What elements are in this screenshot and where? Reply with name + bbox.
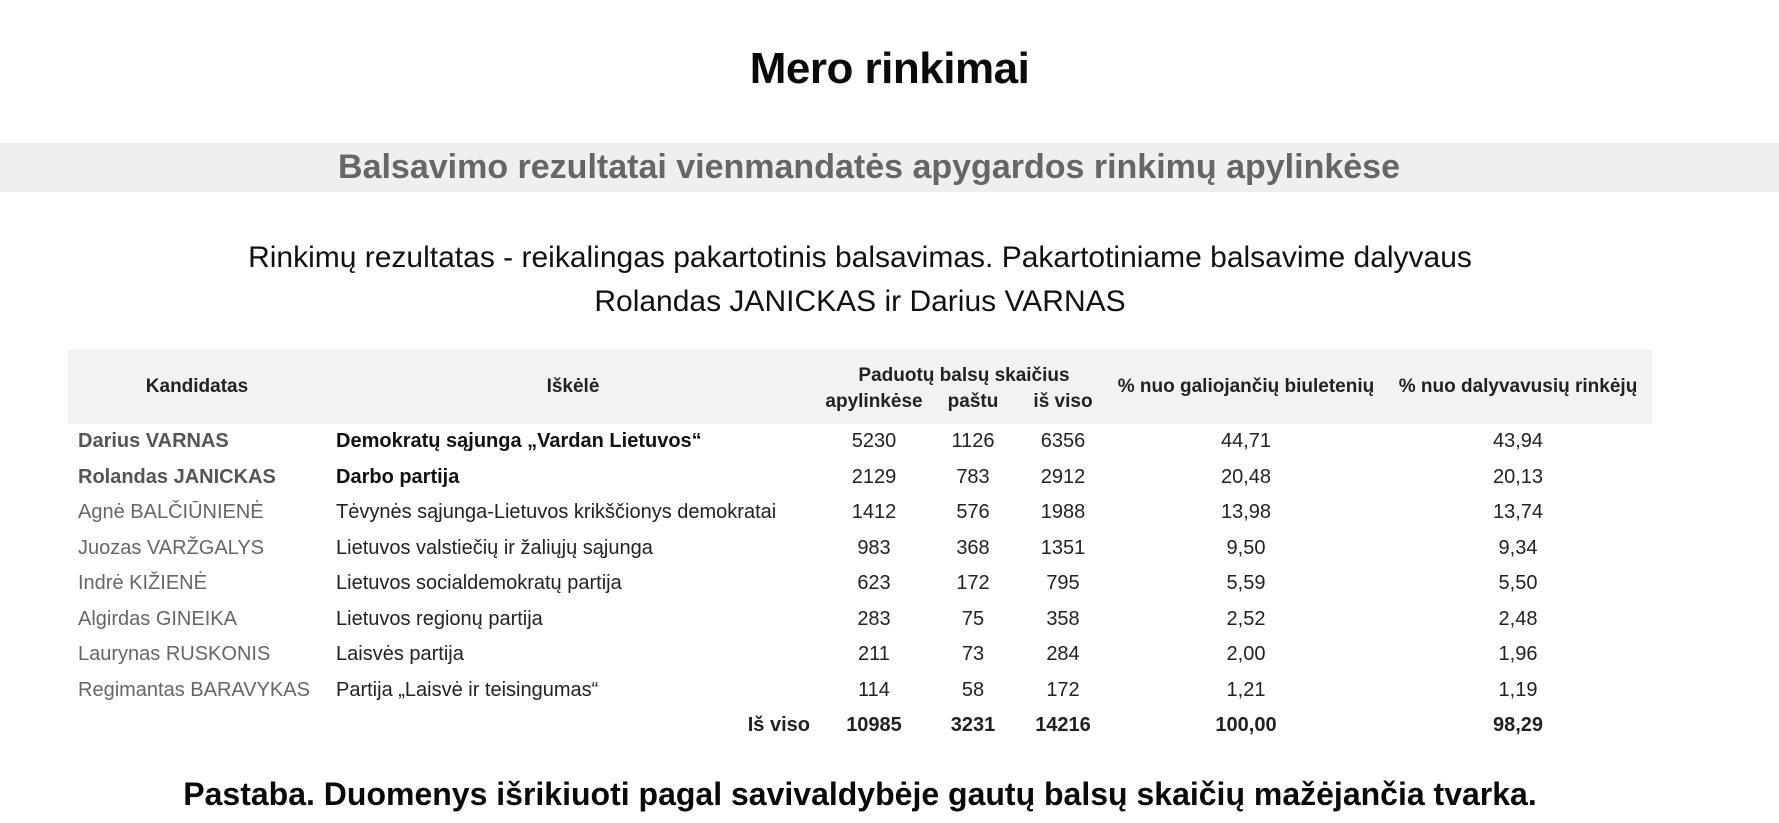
party-name: Lietuvos regionų partija: [336, 607, 543, 630]
results-table: [68, 349, 1652, 744]
election-result-text: [0, 236, 1720, 324]
votes-districts: 211: [858, 643, 890, 666]
votes-total: 358: [1046, 607, 1080, 630]
party-name: Lietuvos valstiečių ir žaliųjų sąjunga: [336, 536, 653, 559]
table-row: [68, 637, 1652, 673]
pct-voters: 43,94: [1492, 430, 1544, 453]
totals-empty-cell: [68, 708, 326, 744]
pct-voters: 20,13: [1492, 465, 1544, 488]
table-header-row: [68, 349, 1652, 391]
result-line-1: Rinkimų rezultatas - reikalingas pakartotinis balsavimas. Pakartotiniame balsavime dalyvaus: [248, 241, 1472, 274]
pct-valid: 2,52: [1226, 607, 1266, 630]
votes-districts: 114: [858, 678, 890, 701]
header-pct-valid: % nuo galiojančių biuletenių: [1108, 349, 1384, 424]
pct-valid: 9,50: [1226, 536, 1266, 559]
party-name: Demokratų sąjunga „Vardan Lietuvos“: [336, 430, 702, 453]
pct-voters: 2,48: [1498, 607, 1538, 630]
pct-valid: 44,71: [1220, 430, 1272, 453]
votes-districts: 1412: [851, 501, 897, 524]
party-name: Laisvės partija: [336, 643, 464, 666]
votes-total: 1351: [1040, 536, 1086, 559]
pct-valid: 5,59: [1226, 572, 1266, 595]
table-row: [68, 531, 1652, 567]
page-title: Mero rinkimai: [749, 44, 1030, 93]
votes-districts: 2129: [851, 465, 897, 488]
header-pct-voters: % nuo dalyvavusių rinkėjų: [1384, 349, 1652, 424]
votes-total: 1988: [1040, 501, 1086, 524]
votes-mail: 783: [956, 465, 990, 488]
votes-districts: 983: [857, 536, 891, 559]
header-votes-group: Paduotų balsų skaičius: [820, 349, 1108, 391]
votes-total: 795: [1046, 572, 1080, 595]
table-row: [68, 602, 1652, 638]
candidate-name: Juozas VARŽGALYS: [78, 536, 264, 559]
candidate-name: Agnė BALČIŪNIENĖ: [78, 501, 264, 524]
section-subtitle: Balsavimo rezultatai vienmandatės apygardos rinkimų apylinkėse: [338, 148, 1400, 186]
header-in-districts: apylinkėse: [820, 391, 928, 424]
party-name: Partija „Laisvė ir teisingumas“: [336, 678, 599, 701]
table-row: [68, 566, 1652, 602]
votes-mail: 576: [956, 501, 990, 524]
votes-total: 172: [1046, 678, 1080, 701]
votes-mail: 73: [961, 643, 985, 666]
votes-mail: 58: [961, 678, 985, 701]
pct-voters: 5,50: [1498, 572, 1538, 595]
table-row: [68, 495, 1652, 531]
pct-voters: 13,74: [1492, 501, 1544, 524]
pct-voters: 1,96: [1498, 643, 1538, 666]
candidate-name: Algirdas GINEIKA: [78, 607, 237, 630]
votes-districts: 623: [857, 572, 891, 595]
candidate-name: Rolandas JANICKAS: [78, 465, 276, 488]
pct-valid: 20,48: [1220, 465, 1272, 488]
pct-voters: 1,19: [1498, 678, 1538, 701]
votes-mail: 172: [956, 572, 990, 595]
candidate-name: Regimantas BARAVYKAS: [78, 678, 310, 701]
totals-mail: 3231: [950, 714, 996, 737]
votes-total: 284: [1046, 643, 1080, 666]
table-row: [68, 673, 1652, 709]
votes-mail: 1126: [951, 430, 995, 453]
totals-districts: 10985: [846, 714, 902, 737]
votes-mail: 368: [956, 536, 990, 559]
result-line-2: Rolandas JANICKAS ir Darius VARNAS: [594, 285, 1126, 318]
votes-mail: 75: [961, 607, 985, 630]
votes-total: 2912: [1040, 465, 1086, 488]
header-by-mail: paštu: [928, 391, 1018, 424]
totals-row: [68, 708, 1652, 744]
candidate-name: Indrė KIŽIENĖ: [78, 572, 207, 595]
candidate-name: Laurynas RUSKONIS: [78, 643, 271, 666]
pct-voters: 9,34: [1498, 536, 1538, 559]
candidate-name: Darius VARNAS: [78, 430, 229, 453]
party-name: Tėvynės sąjunga-Lietuvos krikščionys demokratai: [336, 501, 777, 524]
votes-total: 6356: [1040, 430, 1086, 453]
totals-pct-valid: 100,00: [1215, 714, 1277, 737]
votes-districts: 283: [857, 607, 891, 630]
table-row: [68, 424, 1652, 460]
pct-valid: 1,21: [1226, 678, 1266, 701]
votes-districts: 5230: [851, 430, 897, 453]
pct-valid: 2,00: [1226, 643, 1266, 666]
table-row: [68, 460, 1652, 496]
totals-total: 14216: [1035, 714, 1091, 737]
footnote: Pastaba. Duomenys išrikiuoti pagal savivaldybėje gautų balsų skaičių mažėjančia tvarka.: [183, 776, 1537, 812]
header-candidate: Kandidatas: [68, 349, 326, 424]
pct-valid: 13,98: [1220, 501, 1272, 524]
party-name: Darbo partija: [336, 465, 460, 488]
party-name: Lietuvos socialdemokratų partija: [336, 572, 622, 595]
totals-pct-voters: 98,29: [1492, 714, 1544, 737]
header-nominated-by: Iškėlė: [326, 349, 820, 424]
totals-label: Iš viso: [747, 714, 810, 737]
header-total: iš viso: [1018, 391, 1108, 424]
